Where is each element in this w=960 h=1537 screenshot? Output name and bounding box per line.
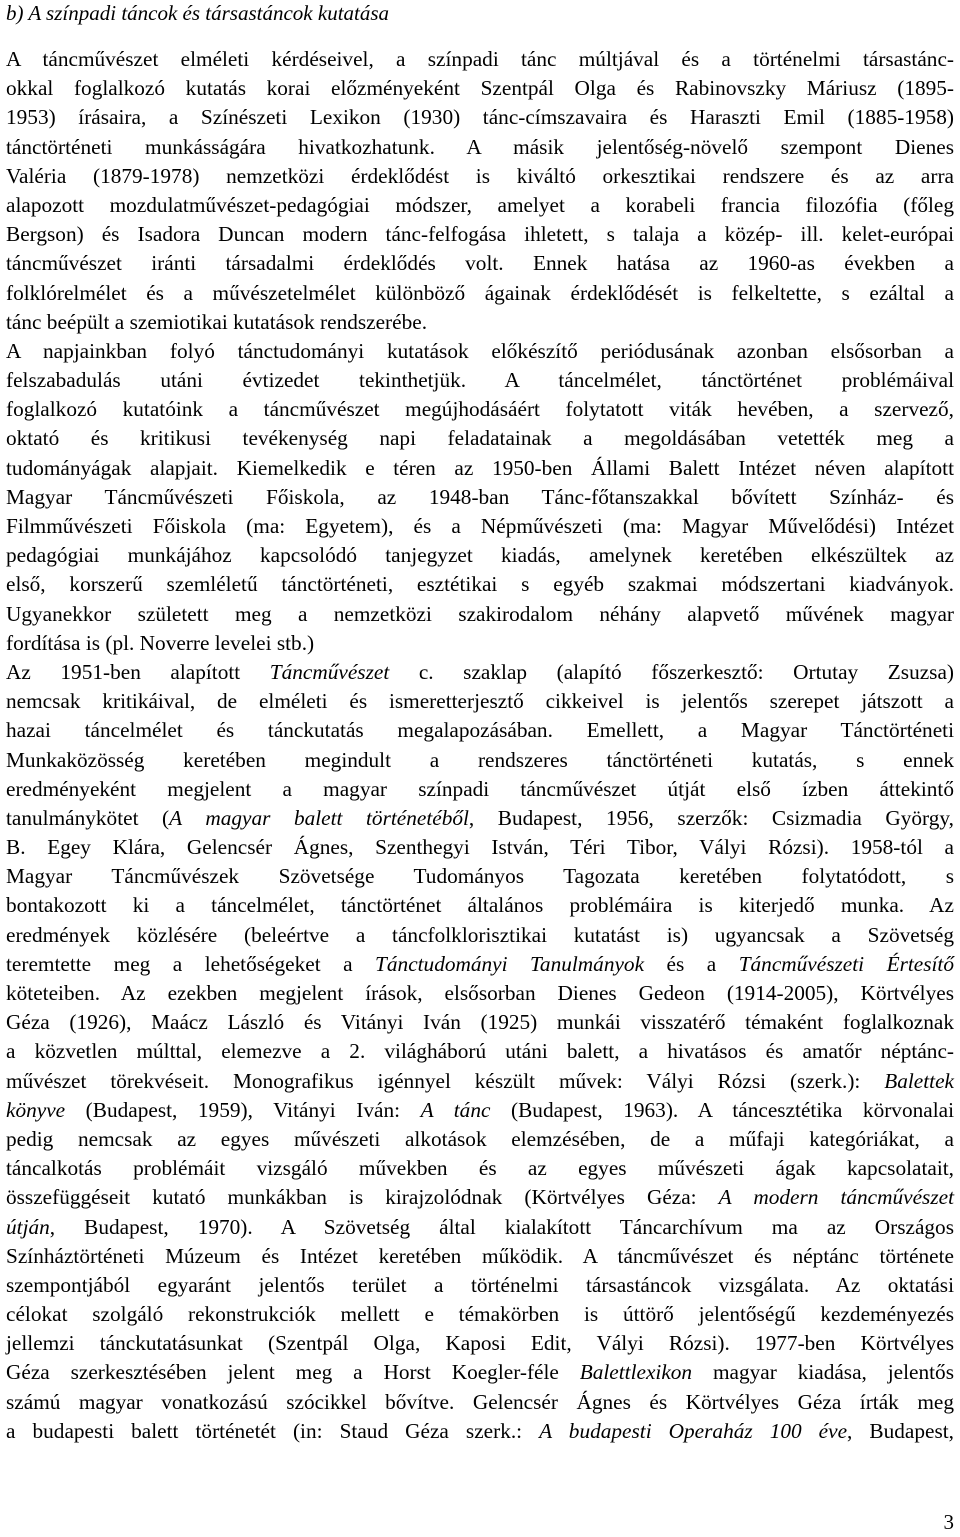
- text-line: [6, 162, 954, 191]
- text-run: foglalkozó kutatóink a táncművészet megújhodásáért folytatott viták hevében, a szervező,: [6, 397, 954, 422]
- text-run: táncművészet iránti társadalmi érdeklődés volt. Ennek hatása az 1960-as években a: [6, 251, 954, 276]
- text-run: Magyar Táncművészek Szövetsége Tudományos Tagozata keretében folytatódott, s: [6, 864, 954, 889]
- text-line: [6, 249, 954, 278]
- text-run: , Budapest,: [847, 1418, 954, 1443]
- text-line: [6, 424, 954, 453]
- text-run: hazai táncelmélet és tánckutatás megalapozásában. Emellett, a Magyar Tánctörténeti: [6, 718, 954, 743]
- italic-title: A budapesti Operaház 100 éve: [539, 1418, 848, 1443]
- text-run: Géza (1926), Maácz László és Vitányi Iván (1925) munkái visszatérő témaként foglalkoznak: [6, 1010, 954, 1035]
- text-line: [6, 1358, 954, 1387]
- text-line: [6, 74, 954, 103]
- italic-title: A tánc: [420, 1097, 491, 1122]
- text-line: [6, 804, 954, 833]
- text-run: pedagógiai munkájához kapcsolódó tanjegyzet kiadás, amelynek keretében elkészültek az: [6, 543, 954, 568]
- text-run: teremtette meg a lehetőségeket a: [6, 951, 376, 976]
- text-run: művészet törekvéseit. Monografikus igénnyel készült művek: Vályi Rózsi (szerk.):: [6, 1068, 885, 1093]
- text-line: [6, 103, 954, 132]
- text-run: eredmények közlésére (beleértve a táncfolklorisztikai kutatást is) ugyancsak a Szövetség: [6, 922, 954, 947]
- text-run: alapozott mozdulatművészet-pedagógiai módszer, amelyet a korabeli francia filozófia (főleg: [6, 192, 954, 217]
- text-line: [6, 891, 954, 920]
- text-line: [6, 191, 954, 220]
- text-run: A napjainkban folyó tánctudományi kutatások előkészítő periódusának azonban elsősorban a: [6, 338, 954, 363]
- text-line: [6, 629, 954, 658]
- text-run: felszabadulás utáni évtizedet tekinthetjük. A táncelmélet, tánctörténet problémáival: [6, 368, 954, 393]
- text-line: [6, 1183, 954, 1212]
- italic-title: útján: [6, 1214, 50, 1239]
- italic-title: Tánctudományi Tanulmányok: [375, 951, 645, 976]
- text-line: [6, 921, 954, 950]
- text-run: tánc beépült a szemiotikai kutatások rendszerébe.: [6, 309, 428, 334]
- text-run: Munkaközösség keretében megindult a rendszeres tánctörténeti kutatás, s ennek: [6, 747, 954, 772]
- body-text: [6, 45, 954, 1446]
- text-run: B. Egey Klára, Gelencsér Ágnes, Szenthegyi István, Téri Tibor, Vályi Rózsi). 1958-tól a: [6, 835, 954, 860]
- text-line: [6, 1329, 954, 1358]
- italic-title: könyve: [6, 1097, 66, 1122]
- text-line: [6, 1213, 954, 1242]
- text-run: köteteiben. Az ezekben megjelent írások, elsősorban Dienes Gedeon (1914-2005), Körtvélyes: [6, 981, 954, 1005]
- text-line: [6, 1067, 954, 1096]
- text-run: jellemzi tánckutatásunkat (Szentpál Olga, Kaposi Edit, Vályi Rózsi). 1977-ben Körtvélyes: [6, 1331, 954, 1356]
- paragraph: [6, 658, 954, 1446]
- text-line: [6, 862, 954, 891]
- text-run: Bergson) és Isadora Duncan modern tánc-felfogása ihletett, s talaja a közép- ill. kelet-európai: [6, 222, 954, 247]
- text-run: A táncművészet elméleti kérdéseivel, a színpadi tánc múltjával és a történelmi társastánc-: [6, 47, 954, 71]
- italic-title: Balettek: [884, 1068, 954, 1093]
- section-heading: b) A színpadi táncok és társastáncok kutatása: [6, 1, 390, 25]
- text-line: [6, 1271, 954, 1300]
- text-run: tánctörténeti munkásságára hivatkozhatunk. A másik jelentőség-növelő szempont Dienes: [6, 134, 954, 159]
- text-line: [6, 775, 954, 804]
- text-line: [6, 950, 954, 979]
- italic-title: A modern táncművészet: [718, 1185, 954, 1210]
- italic-title: Táncművészeti Értesítő: [738, 951, 955, 976]
- text-line: [6, 1300, 954, 1329]
- text-line: [6, 308, 954, 337]
- italic-title: Balettlexikon: [579, 1360, 693, 1385]
- text-run: és a: [644, 951, 739, 976]
- text-line: [6, 1096, 954, 1125]
- page-number: 3: [943, 1510, 954, 1534]
- text-run: Filmművészeti Főiskola (ma: Egyetem), és a Népművészeti (ma: Magyar Művelődési) Intézet: [6, 514, 954, 538]
- text-run: tudományágak alapjait. Kiemelkedik e téren az 1950-ben Állami Balett Intézet néven alapított: [6, 455, 954, 480]
- text-line: [6, 570, 954, 599]
- text-line: [6, 395, 954, 424]
- text-run: a budapesti balett történetét (in: Staud Géza szerk.:: [6, 1418, 540, 1443]
- text-line: [6, 746, 954, 775]
- text-run: célokat szolgáló rekonstrukciók mellett e témakörben is úttörő jelentőségű kezdeményezés: [6, 1302, 954, 1327]
- text-line: [6, 220, 954, 249]
- text-line: [6, 1125, 954, 1154]
- text-run: , Budapest, 1970). A Szövetség által kialakított Táncarchívum ma az Országos: [49, 1214, 954, 1239]
- text-run: nemcsak kritikáival, de elméleti és ismeretterjesztő cikkeivel is jelentős szerepet játszott a: [6, 689, 954, 714]
- text-line: [6, 512, 954, 541]
- text-run: számú magyar vonatkozású szócikkel bővítve. Gelencsér Ágnes és Körtvélyes Géza írták meg: [6, 1389, 954, 1414]
- text-line: [6, 1388, 954, 1417]
- paragraph: [6, 337, 954, 658]
- text-line: [6, 687, 954, 716]
- text-run: bontakozott ki a táncelmélet, tánctörténet általános problémáira is kiterjedő munka. Az: [6, 893, 954, 918]
- text-run: a közvetlen múlttal, elemezve a 2. világháború utáni balett, a hivatásos és amatőr néptánc-: [6, 1039, 954, 1064]
- text-run: táncalkotás problémáit vizsgáló művekben és az egyes művészeti ágak kapcsolatait,: [6, 1156, 954, 1181]
- text-run: összefüggéseit kutató munkákban is kirajzolódnak (Körtvélyes Géza:: [6, 1185, 719, 1210]
- text-line: [6, 541, 954, 570]
- text-line: [6, 1417, 954, 1446]
- text-run: Színháztörténeti Múzeum és Intézet keretében működik. A táncművészet és néptánc története: [6, 1243, 954, 1268]
- text-run: okkal foglalkozó kutatás korai előzményeként Szentpál Olga és Rabinovszky Máriusz (1895-: [6, 76, 954, 101]
- text-line: [6, 658, 954, 687]
- text-run: (Budapest, 1959), Vitányi Iván:: [65, 1097, 421, 1122]
- text-run: Géza szerkesztésében jelent meg a Horst Koegler-féle: [6, 1360, 580, 1385]
- text-line: [6, 279, 954, 308]
- text-run: Az 1951-ben alapított: [6, 659, 270, 684]
- text-line: [6, 454, 954, 483]
- text-line: [6, 979, 954, 1008]
- text-run: pedig nemcsak az egyes művészeti alkotások elemzésében, de a műfaji kategóriákat, a: [6, 1126, 954, 1151]
- text-run: (Budapest, 1963). A táncesztétika körvonalai: [490, 1097, 954, 1122]
- text-run: első, korszerű szemléletű tánctörténeti, esztétikai s egyéb szakmai módszertani kiadványok.: [6, 572, 954, 597]
- text-run: Valéria (1879-1978) nemzetközi érdeklődést is kiváltó orkesztikai rendszere és az arra: [6, 163, 954, 188]
- text-run: fordítása is (pl. Noverre levelei stb.): [6, 630, 315, 655]
- text-run: magyar kiadása, jelentős: [692, 1360, 954, 1385]
- text-run: 1953) írásaira, a Színészeti Lexikon (1930) tánc-címszavaira és Haraszti Emil (1885-1958): [6, 105, 954, 130]
- text-run: szempontjából egyaránt jelentős terület a történelmi társastáncok vizsgálata. Az oktatási: [6, 1272, 954, 1297]
- text-line: [6, 1037, 954, 1066]
- text-line: [6, 1008, 954, 1037]
- text-run: Magyar Táncművészeti Főiskola, az 1948-ban Tánc-főtanszakkal bővített Színház- és: [6, 484, 954, 509]
- paragraph: [6, 45, 954, 337]
- italic-title: A magyar balett történetéből: [169, 805, 469, 830]
- text-run: tanulmánykötet (: [6, 805, 170, 830]
- text-line: [6, 483, 954, 512]
- text-line: [6, 600, 954, 629]
- text-run: , Budapest, 1956, szerzők: Csizmadia György,: [468, 805, 955, 830]
- text-line: [6, 133, 954, 162]
- italic-title: Táncművészet: [269, 659, 390, 684]
- text-run: eredményeként megjelent a magyar színpadi táncművészet útját első ízben áttekintő: [6, 776, 954, 801]
- text-line: [6, 366, 954, 395]
- text-line: [6, 1154, 954, 1183]
- text-run: Ugyanekkor született meg a nemzetközi szakirodalom néhány alapvető művének magyar: [6, 601, 954, 626]
- text-line: [6, 337, 954, 366]
- text-run: c. szaklap (alapító főszerkesztő: Ortutay Zsuzsa): [389, 659, 955, 684]
- text-line: [6, 716, 954, 745]
- text-line: [6, 833, 954, 862]
- text-run: oktató és kritikusi tevékenység napi feladatainak a megoldásában vetették meg a: [6, 426, 954, 451]
- text-line: [6, 1242, 954, 1271]
- text-line: [6, 45, 954, 74]
- text-run: folklórelmélet és a művészetelmélet különböző ágainak érdeklődését is felkeltette, s ezáltal a: [6, 280, 954, 305]
